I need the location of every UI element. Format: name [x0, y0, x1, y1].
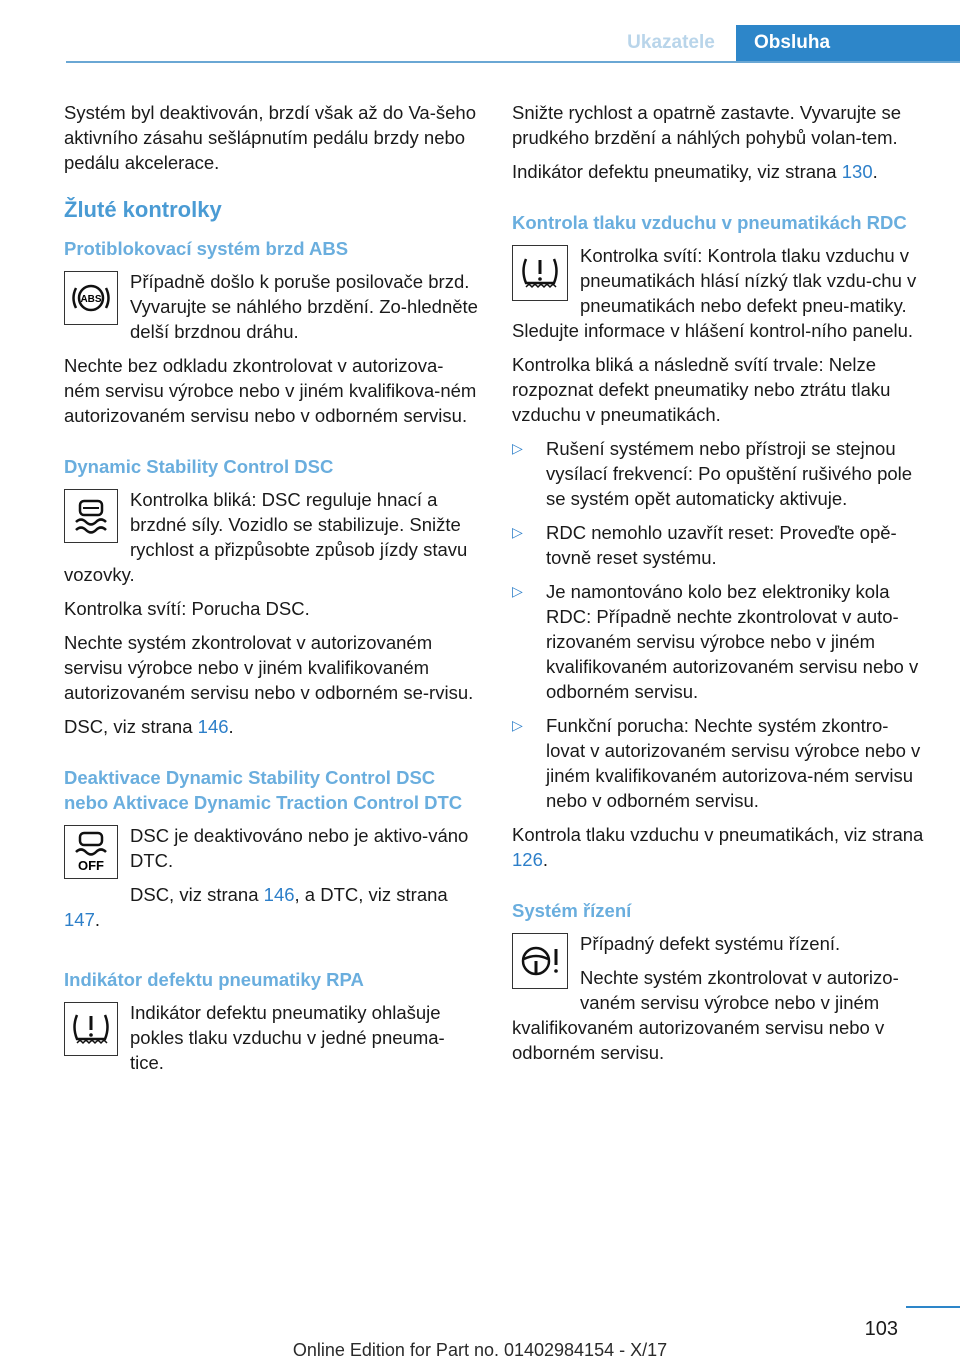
dtc-block — [64, 823, 478, 941]
dtc-page-link[interactable]: 147 — [64, 909, 95, 930]
dsc-ref-text: DSC, viz strana — [64, 716, 198, 737]
dsc-page-link[interactable]: 146 — [197, 716, 229, 737]
dsc-text-1: Kontrolka bliká: DSC reguluje hnací a brzdné síly. Vozidlo se stabilizuje. Snižte rychlost a přizpůsobte způsob jízdy stavu vozovky. — [64, 489, 468, 585]
page-number-rule — [906, 1306, 960, 1308]
rdc-reference: Kontrola tlaku vzduchu v pneumatikách, viz strana 126. — [512, 824, 924, 870]
dtc-ref-a: DSC, viz strana — [130, 884, 264, 905]
intro-text: Systém byl deaktivován, brzdí však až do Va‐šeho aktivního zásahu sešlápnutím pedálu brzdy nebo pedálu akcelerace. — [64, 102, 476, 173]
steering-block — [512, 931, 927, 1065]
dtc-reference: DSC, viz strana 146, a DTC, viz strana 147. — [64, 884, 448, 930]
left-column — [64, 100, 478, 1084]
rpa-page-link[interactable]: 130 — [841, 161, 873, 182]
right-column — [512, 100, 927, 1074]
rdc-ref-text: Kontrola tlaku vzduchu v pneumatikách, viz strana — [512, 824, 924, 845]
rdc-text-1: Kontrolka svítí: Kontrola tlaku vzduchu v pneumatikách hlásí nízký tlak vzdu‐chu v pneumatikách nebo defekt pneu‐matiky. Sledujte informace v hlášení kontrol‐ního panelu. — [512, 245, 917, 341]
steering-warning-icon — [512, 933, 568, 989]
triangle-bullet-icon: ▷ — [512, 583, 523, 599]
abs-warning-icon — [64, 271, 118, 325]
abs-heading: Protiblokovací systém brzd ABS — [64, 238, 349, 259]
dtc-ref-b: , a DTC, viz strana — [294, 884, 448, 905]
abs-block — [64, 269, 478, 353]
svg-text:ABS: ABS — [80, 294, 102, 305]
rpa-block — [64, 1000, 478, 1084]
dtc-text-1: DSC je deaktivováno nebo je aktivo‐váno DTC. — [130, 825, 469, 871]
list-item — [512, 713, 927, 813]
rpa-ref-text: Indikátor defektu pneumatiky, viz strana — [512, 161, 842, 182]
dsc-text-2: Kontrolka svítí: Porucha DSC. — [64, 598, 310, 619]
abs-text-2: Nechte bez odkladu zkontrolovat v autorizova‐ném servisu výrobce nebo v jiném kvalifikova‐ném autorizovaném servisu nebo v odborném servisu. — [64, 355, 477, 426]
tire-pressure-icon — [64, 1002, 118, 1056]
steering-heading: Systém řízení — [512, 900, 632, 921]
rdc-page-link[interactable]: 126 — [512, 849, 543, 870]
svg-text:OFF: OFF — [78, 858, 104, 873]
list-item — [512, 579, 927, 704]
dsc-page-link-2[interactable]: 146 — [263, 884, 295, 905]
rdc-block — [512, 243, 927, 343]
bullet-text: RDC nemohlo uzavřít reset: Proveďte opě‐tovně reset systému. — [546, 522, 897, 568]
page-number: 103 — [864, 1318, 898, 1340]
section-heading-yellow: Žluté kontrolky — [64, 197, 222, 222]
list-item — [512, 520, 927, 570]
bullet-text: Funkční porucha: Nechte systém zkontro‐lovat v autorizovaném servisu výrobce nebo v jiném kvalifikovaném autorizova‐ném servisu nebo v odborném servisu. — [546, 715, 921, 811]
abs-text-1: Případně došlo k poruše posilovače brzd. Vyvarujte se náhlého brzdění. Zo‐hledněte delší brzdnou dráhu. — [130, 271, 478, 342]
bullet-text: Rušení systémem nebo přístroji se stejnou vysílací frekvencí: Po opuštění rušivého pole se systém opět automaticky aktivuje. — [546, 438, 913, 509]
steering-text-1: Případný defekt systému řízení. — [580, 933, 841, 954]
dsc-block — [64, 487, 478, 596]
footer-edition: Online Edition for Part no. 01402984154 - X/17 — [292, 1340, 668, 1360]
tire-pressure-icon — [512, 245, 568, 301]
tab-obsluha[interactable]: Obsluha — [736, 25, 960, 61]
rpa-reference: Indikátor defektu pneumatiky, viz strana 130. — [512, 161, 878, 182]
dsc-text-3: Nechte systém zkontrolovat v autorizovaném servisu výrobce nebo v jiném kvalifikovaném autorizovaném servisu nebo v odborném se‐rvisu. — [64, 632, 474, 703]
list-item — [512, 436, 927, 511]
dtc-heading: Deaktivace Dynamic Stability Control DSC nebo Aktivace Dynamic Traction Control DTC — [64, 767, 463, 813]
triangle-bullet-icon: ▷ — [512, 440, 523, 456]
header-rule — [66, 61, 960, 63]
dsc-off-icon — [64, 825, 118, 879]
rpa-heading: Indikátor defektu pneumatiky RPA — [64, 969, 364, 990]
rpa-continued: Snižte rychlost a opatrně zastavte. Vyvarujte se prudkého brzdění a náhlých pohybů volan‐tem. — [512, 102, 902, 148]
dsc-heading: Dynamic Stability Control DSC — [64, 456, 334, 477]
bullet-text: Je namontováno kolo bez elektroniky kola RDC: Případně nechte zkontrolovat v auto‐rizovaném servisu výrobce nebo v jiném kvalifikovaném autorizovaném servisu nebo v odborném servisu. — [546, 581, 919, 702]
dsc-skid-icon — [64, 489, 118, 543]
rdc-bullet-list — [512, 436, 927, 813]
triangle-bullet-icon: ▷ — [512, 717, 523, 733]
rpa-text-1: Indikátor defektu pneumatiky ohlašuje pokles tlaku vzduchu v jedné pneuma‐tice. — [130, 1002, 445, 1073]
dsc-reference: DSC, viz strana 146. — [64, 716, 234, 737]
rdc-heading: Kontrola tlaku vzduchu v pneumatikách RDC — [512, 212, 907, 233]
tab-ukazatele[interactable]: Ukazatele — [627, 32, 715, 53]
steering-text-2: Nechte systém zkontrolovat v autorizo‐vaném servisu výrobce nebo v jiném kvalifikovaném autorizovaném servisu nebo v odborném servisu. — [512, 967, 899, 1063]
triangle-bullet-icon: ▷ — [512, 524, 523, 540]
rdc-text-2: Kontrolka bliká a následně svítí trvale: Nelze rozpoznat defekt pneumatiky nebo ztrátu tlaku vzduchu v pneumatikách. — [512, 354, 891, 425]
